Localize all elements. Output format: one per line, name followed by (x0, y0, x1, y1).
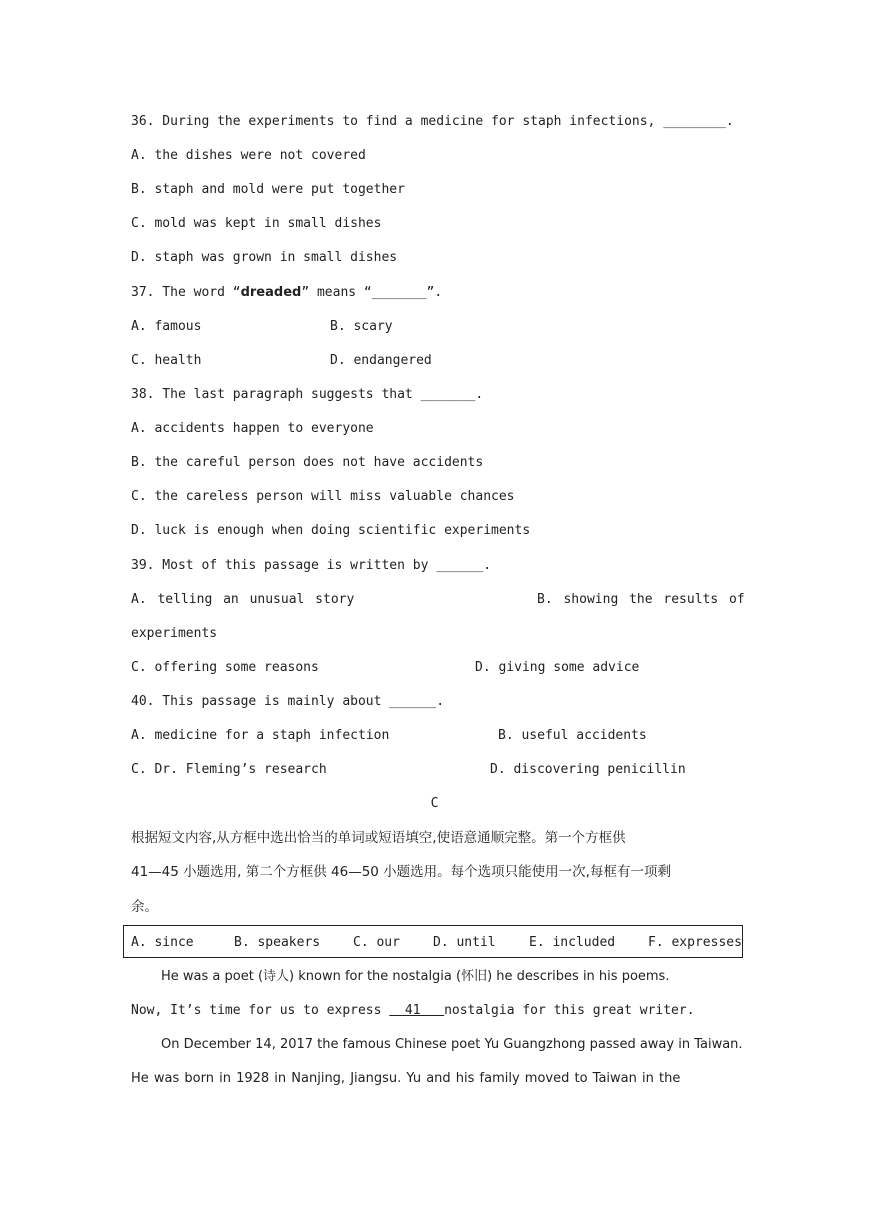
q39-option-b: B. showing the results of (537, 592, 745, 607)
q38-option-c: C. the careless person will miss valuable chances (131, 489, 515, 504)
q39-option-c: C. offering some reasons (131, 660, 319, 675)
q39-option-d: D. giving some advice (475, 660, 640, 675)
blank-41: 41 (389, 1003, 445, 1018)
passage-p2-line-2: He was born in 1928 in Nanjing, Jiangsu. Yu and his family moved to Taiwan in the (131, 1071, 681, 1086)
q38-option-a: A. accidents happen to everyone (131, 421, 374, 436)
passage-p1-line-2 (131, 1002, 695, 1020)
word-option: D. until (433, 935, 496, 950)
q36-option-a: A. the dishes were not covered (131, 148, 366, 163)
passage-p1-line-1: He was a poet (诗人) known for the nostalgia (怀旧) he describes in his poems. (161, 969, 670, 984)
q40-option-d: D. discovering penicillin (490, 762, 686, 777)
q37-option-c: C. health (131, 353, 202, 368)
passage-text: nostalgia for this great writer. (444, 1003, 695, 1018)
section-instructions-line-3: 余。 (131, 899, 158, 915)
q39-option-b-continued: experiments (131, 626, 218, 641)
q38-option-d: D. luck is enough when doing scientific experiments (131, 523, 531, 538)
q36-option-b: B. staph and mold were put together (131, 182, 405, 197)
passage-text: Now, It’s time for us to express (131, 1003, 390, 1018)
q37-option-b: B. scary (330, 319, 393, 334)
q38-stem: 38. The last paragraph suggests that _______. (131, 387, 484, 402)
q40-stem: 40. This passage is mainly about ______. (131, 694, 445, 709)
word-options-box (123, 925, 743, 958)
q39-stem: 39. Most of this passage is written by ______. (131, 558, 492, 573)
q36-option-d: D. staph was grown in small dishes (131, 250, 398, 265)
q40-option-a: A. medicine for a staph infection (131, 728, 390, 743)
q36-stem: 36. During the experiments to find a medicine for staph infections, ________. (131, 114, 734, 129)
q37-stem-suffix: ” means “_______”. (301, 285, 443, 300)
q37-stem-prefix: 37. The word “ (131, 285, 241, 300)
section-instructions-line-1: 根据短文内容,从方框中选出恰当的单词或短语填空,使语意通顺完整。第一个方框供 (131, 830, 626, 846)
word-option: A. since (131, 935, 194, 950)
q38-option-b: B. the careful person does not have accidents (131, 455, 484, 470)
q40-option-b: B. useful accidents (498, 728, 647, 743)
q37-target-word: dreaded (240, 285, 302, 300)
q39-option-a: A. telling an unusual story (131, 592, 355, 607)
q40-option-c: C. Dr. Fleming’s research (131, 762, 327, 777)
q36-option-c: C. mold was kept in small dishes (131, 216, 382, 231)
word-option: E. included (529, 935, 616, 950)
q37-stem (131, 284, 442, 302)
q37-option-d: D. endangered (330, 353, 432, 368)
section-heading: C (430, 796, 439, 811)
word-option: C. our (353, 935, 400, 950)
section-instructions-line-2: 41—45 小题选用, 第二个方框供 46—50 小题选用。每个选项只能使用一次,每框有一项剩 (131, 864, 671, 880)
word-option: B. speakers (234, 935, 321, 950)
q37-option-a: A. famous (131, 319, 202, 334)
word-option: F. expresses (648, 935, 742, 950)
passage-p2-line-1: On December 14, 2017 the famous Chinese poet Yu Guangzhong passed away in Taiwan. (161, 1037, 743, 1052)
